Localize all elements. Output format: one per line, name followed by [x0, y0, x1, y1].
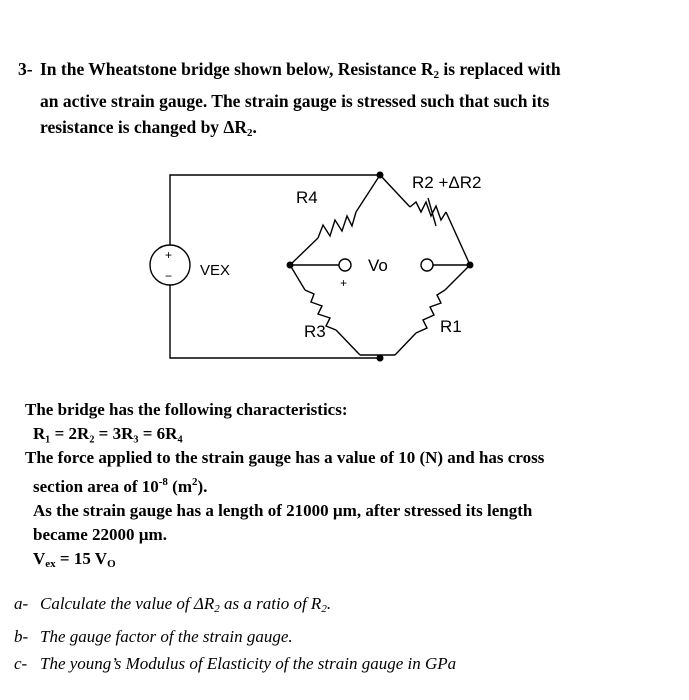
node-left	[287, 262, 294, 269]
force-line-1: The force applied to the strain gauge has a value of 10 (N) and has cross	[25, 448, 545, 467]
node-right	[467, 262, 474, 269]
question-line-3: resistance is changed by $\Delta R_2$.	[40, 117, 257, 139]
vo-minus-terminal	[421, 259, 433, 271]
question-line-2: an active strain gauge. The strain gauge is stressed such that such its	[40, 91, 550, 111]
question-text	[18, 56, 658, 146]
question-line-1: In the Wheatstone bridge shown below, Resistance $R_2$ is replaced with	[40, 59, 561, 81]
resistor-r4	[318, 212, 356, 238]
arm-right-bottom	[445, 265, 470, 290]
vo-plus-terminal	[339, 259, 351, 271]
r1-label: R1	[440, 317, 462, 336]
arm-left-bottom	[290, 265, 305, 290]
vex-label: VEX	[200, 262, 231, 279]
top-wire	[170, 175, 380, 245]
force-line-2: section area of $10^{-8}$ $(m^2)$.	[33, 476, 208, 496]
wheatstone-bridge-diagram	[0, 150, 689, 390]
part-b: b- The gauge factor of the strain gauge.	[14, 627, 293, 646]
resistor-r2	[410, 202, 446, 220]
source-plus: +	[165, 248, 173, 262]
part-a: a- Calculate the value of $\Delta R_2$ as a ratio of $R_2$.	[14, 594, 332, 615]
source-minus: −	[165, 269, 173, 283]
arm-right-top	[380, 175, 410, 207]
node-top	[377, 172, 384, 179]
vo-label: Vo	[368, 256, 388, 275]
sub-questions	[14, 590, 674, 677]
arm-left-top	[290, 238, 318, 265]
bottom-wire	[170, 285, 380, 358]
vo-plus: +	[340, 276, 348, 290]
resistance-ratio: R₁ = 2R₂ = 3R₃ = 6R₄	[33, 424, 183, 443]
length-line-1: As the strain gauge has a length of 21000 µm, after stressed its length	[33, 501, 533, 520]
characteristics-heading: The bridge has the following characteristics:	[25, 400, 348, 419]
node-bottom	[377, 355, 384, 362]
bridge-characteristics	[25, 398, 665, 576]
r4-label: R4	[296, 188, 318, 207]
vex-relation: $V_{ex} = 15$ $V_O$	[33, 549, 116, 570]
part-c: c- The young’s Modulus of Elasticity of the strain gauge in GPa	[14, 654, 457, 673]
question-number: 3-	[18, 59, 33, 79]
r3-label: R3	[304, 322, 326, 341]
r2-label: R2 +ΔR2	[412, 173, 482, 192]
length-line-2: became 22000 µm.	[33, 525, 167, 544]
